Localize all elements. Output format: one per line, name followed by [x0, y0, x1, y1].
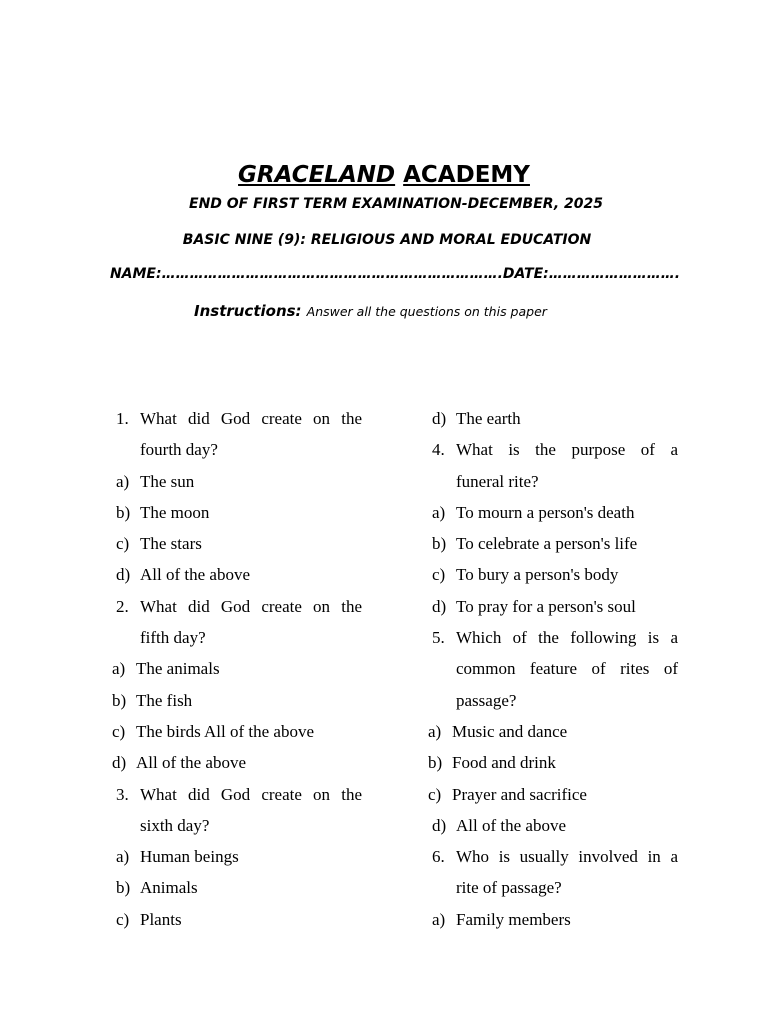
option-1d: d) All of the above	[116, 565, 250, 585]
question-5: 5. Which of the following is a	[432, 628, 678, 648]
school-name-word1: GRACELAND	[238, 162, 396, 188]
option-5c: c) Prayer and sacrifice	[428, 784, 587, 804]
school-name-word2: ACADEMY	[403, 162, 530, 188]
option-3a: a) Human beings	[116, 847, 239, 867]
option-4b: b) To celebrate a person's life	[432, 534, 638, 554]
instructions	[194, 301, 547, 320]
instructions-label: Instructions:	[194, 302, 302, 320]
option-5d: d) All of the above	[432, 815, 566, 835]
option-3b: b) Animals	[116, 878, 198, 898]
option-4d: d) To pray for a person's soul	[432, 596, 636, 616]
option-2c: c) The birds All of the above	[112, 721, 314, 741]
option-2d: d) All of the above	[112, 753, 246, 773]
option-3d: d) The earth	[432, 409, 521, 428]
question-6-cont: rite of passage?	[456, 878, 562, 898]
question-1: 1. What did God create on the	[116, 409, 362, 428]
name-date-line: NAME:……………………………………………………………….DATE:……………………….	[109, 266, 681, 282]
option-2b: b) The fish	[112, 690, 193, 710]
option-6a: a) Family members	[432, 909, 571, 929]
option-1c: c) The stars	[116, 534, 202, 554]
subject-title: BASIC NINE (9): RELIGIOUS AND MORAL EDUCATION	[182, 232, 592, 248]
option-1a: a) The sun	[116, 471, 195, 491]
option-3c: c) Plants	[116, 909, 182, 929]
school-name	[0, 162, 768, 188]
exam-title: END OF FIRST TERM EXAMINATION-DECEMBER, 2025	[189, 196, 603, 212]
question-2-cont: fifth day?	[140, 628, 206, 648]
question-4-cont: funeral rite?	[456, 471, 539, 491]
question-2: 2. What did God create on the	[116, 596, 362, 616]
option-4c: c) To bury a person's body	[432, 565, 619, 585]
question-4: 4. What is the purpose of a	[432, 440, 678, 460]
option-1b: b) The moon	[116, 502, 210, 522]
left-column	[112, 403, 362, 935]
question-3: 3. What did God create on the	[116, 784, 362, 804]
question-5-cont2: passage?	[456, 690, 517, 710]
question-5-cont: common feature of rites of	[456, 659, 678, 679]
question-6: 6. Who is usually involved in a	[432, 847, 678, 867]
option-5a: a) Music and dance	[428, 721, 568, 741]
question-1-cont: fourth day?	[140, 440, 218, 460]
option-2a: a) The animals	[112, 659, 220, 679]
right-column	[428, 403, 678, 935]
instructions-text: Answer all the questions on this paper	[306, 304, 547, 319]
option-5b: b) Food and drink	[428, 753, 556, 773]
question-3-cont: sixth day?	[140, 815, 210, 835]
option-4a: a) To mourn a person's death	[432, 502, 635, 522]
